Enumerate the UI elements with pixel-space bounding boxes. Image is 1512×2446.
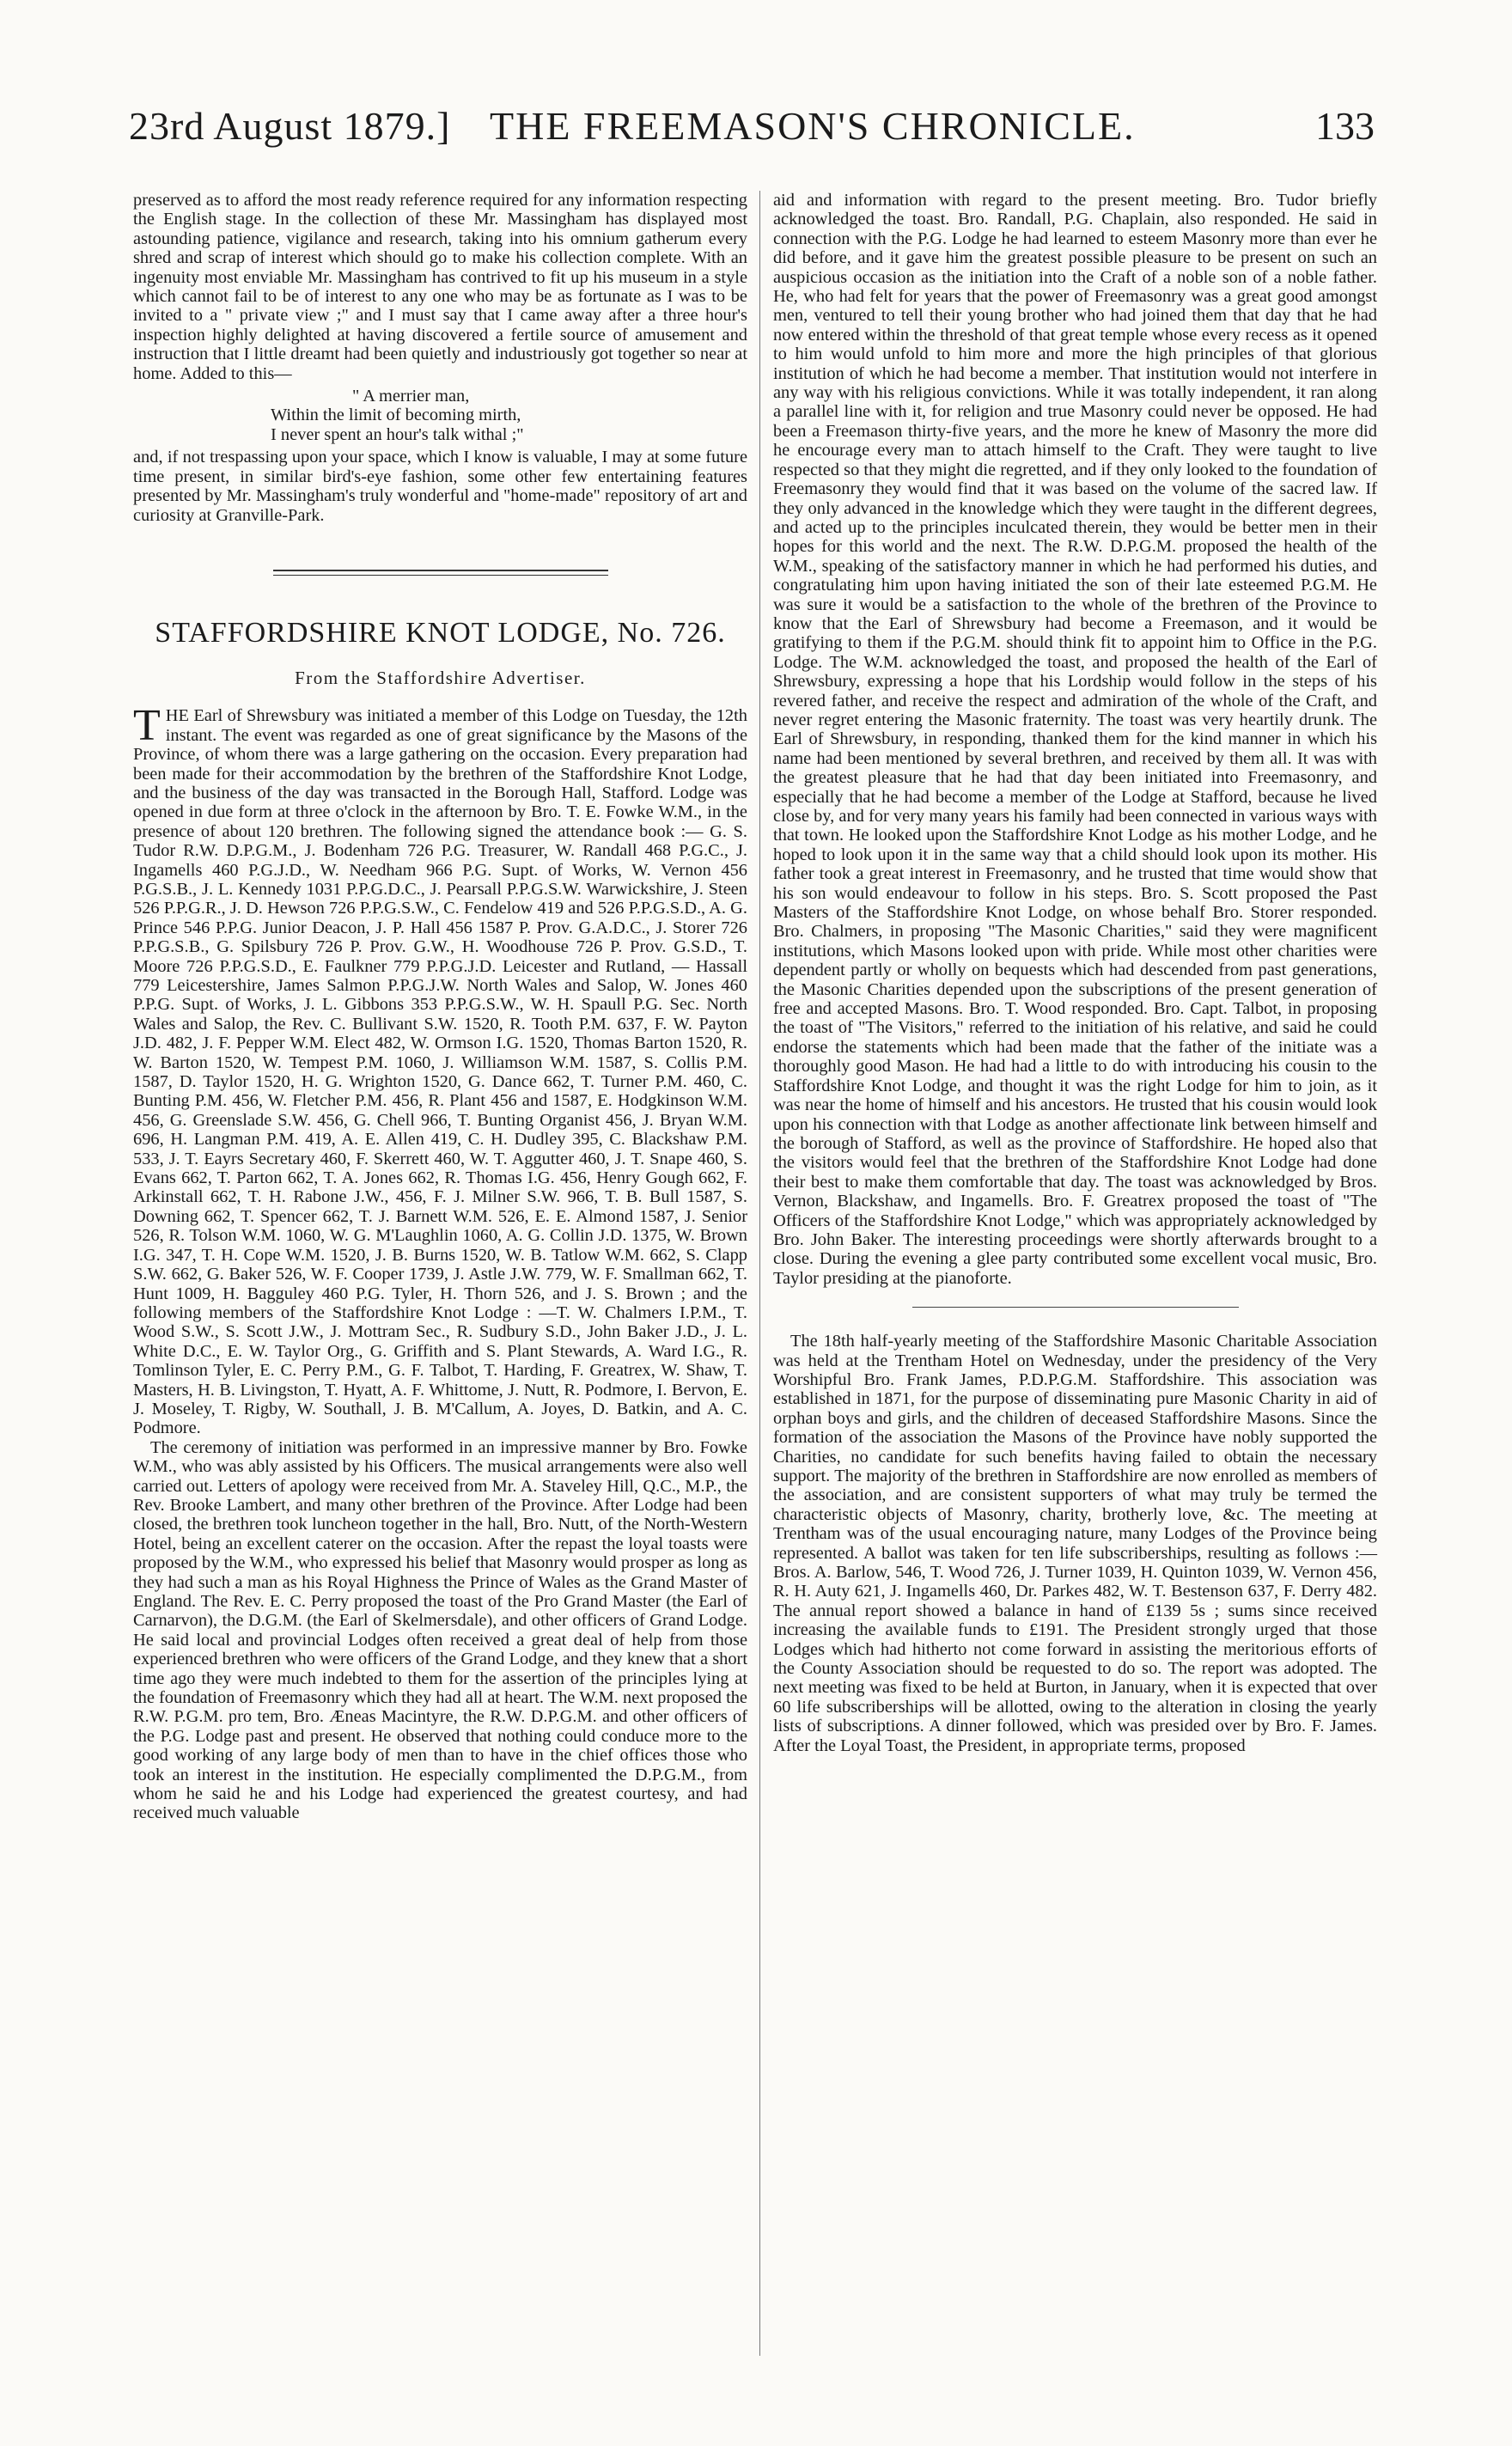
lodge-report-paragraph <box>133 701 747 1438</box>
page-number: 133 <box>1315 104 1375 148</box>
verse-quote <box>133 387 747 444</box>
article-continuation: preserved as to afford the most ready reference required for any information respecting the English stage. In the collection of these Mr. Massingham has displayed most astounding patience, vigilance and research, taking into his omnium gatherum every shred and scrap of interest which should go to make his collection complete. With an ingenuity most enviable Mr. Massingham has contrived to fit up his museum in a style which cannot fail to be of interest to any one who may be as fortunate as I was to be invited to a " private view ;" and I must say that I came away after a three hour's inspection highly delighted at having discovered a fertile source of amusement and instruction that I little dreamt had been quietly and industriously got together so near at home. Added to this— <box>133 191 747 383</box>
article-source: From the Staffordshire Advertiser. <box>295 667 586 688</box>
verse-line: I never spent an hour's talk withal ;" <box>271 424 524 444</box>
article-headline: STAFFORDSHIRE KNOT LODGE, No. 726. <box>155 616 726 649</box>
newspaper-title: THE FREEMASON'S CHRONICLE. <box>490 104 1136 148</box>
right-column <box>773 191 1377 1755</box>
verse-line: " A merrier man, <box>352 387 470 406</box>
article-closing-paragraph: and, if not trespassing upon your space, which I know is valuable, I may at some future time present, in similar bird's-eye fashion, some other few entertaining features presented by Mr. Massingham's truly wonderful and "home-made" repository of art and curiosity at Granville-Park. <box>133 448 747 525</box>
issue-date: 23rd August 1879.] <box>129 104 451 148</box>
charitable-association-paragraph: The 18th half-yearly meeting of the Staffordshire Masonic Charitable Association was held at the Trentham Hotel on Wednesday, under the presidency of the Very Worshipful Bro. Frank James, P.D.P.G.M. Staffordshire. This association was established in 1871, for the purpose of disseminating pure Masonic Charity in aid of orphan boys and girls, and the children of deceased Staffordshire Masons. Since the formation of the association the Masons of the Province have nobly supported the Charities, no candidate for such benefits having failed to obtain the necessary support. The majority of the brethren in Staffordshire are now enrolled as members of the association, and are consistent supporters of what may truly be termed the characteristic objects of Masonry, charity, brotherly love, &c. The meeting at Trentham was of the usual encouraging nature, many Lodges of the Province being represented. A ballot was taken for ten life subscriberships, resulting as follows :—Bros. A. Barlow, 546, T. Wood 726, J. Turner 1039, H. Quinton 1039, W. Vernon 456, R. H. Auty 621, J. Ingamells 460, Dr. Parkes 482, W. T. Bestenson 637, F. Derry 482. The annual report showed a balance in hand of £139 5s ; sums since received increasing the available funds to £191. The President strongly urged that those Lodges which had hitherto not come forward in assisting the meritorious efforts of the County Association should be requested to do so. The report was adopted. The next meeting was fixed to be held at Burton, in January, when it is expected that over 60 life subscriberships will be allotted, owing to the alteration in closing the yearly lists of subscriptions. A dinner followed, which was presided over by Bro. F. James. After the Loyal Toast, the President, in appropriate terms, proposed <box>773 1332 1377 1755</box>
lodge-report-text: HE Earl of Shrewsbury was initiated a member of this Lodge on Tuesday, the 12th instant. The event was regarded as one of great significance by the Masons of the Province, of whom there was a large gathering on the occasion. Every preparation had been made for their accommodation by the brethren of the Staffordshire Knot Lodge, and the business of the day was transacted in the Borough Hall, Stafford. Lodge was opened in due form at three o'clock in the afternoon by Bro. T. E. Fowke W.M., in the presence of about 120 brethren. The following signed the attendance book :— G. S. Tudor R.W. D.P.G.M., J. Bodenham 726 P.G. Treasurer, W. Randall 468 P.G.C., J. Ingamells 460 P.G.J.D., W. Needham 966 P.G. Supt. of Works, W. Vernon 456 P.G.S.B., J. L. Kennedy 1031 P.P.G.D.C., J. Pearsall P.P.G.S.W. Warwickshire, J. Steen 526 P.P.G.R., J. D. Hewson 726 P.P.G.S.W., C. Fendelow 419 and 526 P.P.G.S.D., A. G. Prince 546 P.P.G. Junior Deacon, J. P. Hall 456 1587 P. Prov. G.A.D.C., J. Storer 726 P.P.G.S.B., G. Spilsbury 726 P. Prov. G.W., H. Woodhouse 726 P. Prov. G.S.D., T. Moore 726 P.P.G.S.D., E. Faulkner 779 P.P.G.J.D. Leicester and Rutland, — Hassall 779 Leicestershire, James Salmon P.P.G.J.W. North Wales and Salop, W. Jones 460 P.P.G. Supt. of Works, J. L. Gibbons 353 P.P.G.S.W., W. H. Spaull P.G. Sec. North Wales and Salop, the Rev. C. Bullivant S.W. 1520, R. Tooth P.M. 637, F. W. Payton J.D. 482, J. F. Pepper W.M. Elect 482, W. Ormson I.G. 1520, Thomas Barton 1520, R. W. Barton 1520, W. Tempest P.M. 1060, J. Williamson W.M. 1587, S. Collis P.M. 1587, D. Taylor 1520, H. G. Wrighton 1520, G. Dance 662, T. Turner P.M. 460, C. Bunting P.M. 456, W. Fletcher P.M. 456, R. Plant 456 and 1587, E. Hodgkinson W.M. 456, G. Greenslade S.W. 456, G. Chell 966, T. Bunting Organist 456, J. Bryan W.M. 696, H. Langman P.M. 419, A. E. Allen 419, C. H. Dudley 395, C. Blackshaw P.M. 533, J. T. Eayrs Secretary 460, F. Skerrett 460, W. T. Aggutter 460, J. T. Snape 460, S. Evans 662, T. Parton 662, T. A. Jones 662, R. Thomas I.G. 456, Henry Gough 662, F. Arkinstall 662, T. H. Rabone J.W., 456, F. J. Milner S.W. 966, T. B. Bull 1587, S. Downing 662, T. Spencer 662, T. J. Barnett W.M. 526, E. E. Almond 1587, J. Senior 526, R. Tolson W.M. 1060, W. G. M'Laughlin 1060, A. G. Collin J.D. 1375, W. Brown I.G. 347, T. H. Cope W.M. 1520, J. B. Burns 1520, W. B. Tatlow W.M. 662, S. Clapp S.W. 662, G. Baker 526, W. F. Cooper 1739, J. Astle J.W. 779, W. F. Smallman 662, T. Hunt 1009, H. Bagguley 460 P.G. Tyler, H. Thorn 526, and J. S. Brown ; and the following members of the Staffordshire Knot Lodge : —T. W. Chalmers I.P.M., T. Wood S.W., S. Scott J.W., J. Mottram Sec., R. Sudbury S.D., John Baker J.D., J. L. White D.C., E. W. Taylor Org., G. Griffith and S. Plant Stewards, A. Ward I.G., R. Tomlinson Tyler, E. C. Perry P.M., G. F. Talbot, T. Harding, F. Greatrex, W. Shaw, T. Masters, H. B. Livingston, T. Hyatt, A. F. Whittome, J. Nutt, R. Podmore, I. Bervon, E. J. Moseley, T. Rigby, W. Southall, J. B. M'Callum, A. Joyes, D. Batkin, and A. C. Podmore. <box>133 706 747 1438</box>
column-divider <box>759 191 760 2356</box>
drop-cap: T <box>133 701 161 751</box>
masthead <box>129 103 1375 163</box>
verse-line: Within the limit of becoming mirth, <box>271 406 521 425</box>
left-column <box>133 191 747 1823</box>
article-separator <box>912 1307 1239 1308</box>
ceremony-paragraph: The ceremony of initiation was performed in an impressive manner by Bro. Fowke W.M., who was ably assisted by his Officers. The musical arrangements were also well carried out. Letters of apology were received from Mr. A. Staveley Hill, Q.C., M.P., the Rev. Brooke Lambert, and many other brethren of the Province. After Lodge had been closed, the brethren took luncheon together in the hall, Bro. Nutt, of the North-Western Hotel, being an excellent caterer on the occasion. After the repast the loyal toasts were proposed by the W.M., who expressed his belief that Masonry would prosper as long as they had such a man as his Royal Highness the Prince of Wales as the Grand Master of England. The Rev. E. C. Perry proposed the toast of the Pro Grand Master (the Earl of Carnarvon), the D.G.M. (the Earl of Skelmersdale), and other officers of Grand Lodge. He said local and provincial Lodges often received a great deal of help from those experienced brethren who were officers of the Grand Lodge, and they knew that a short time ago they were much indebted to them for the assertion of the principles lying at the foundation of Freemasonry which they had all at heart. The W.M. next proposed the R.W. P.G.M. pro tem, Bro. Æneas Macintyre, the R.W. D.P.G.M. and other officers of the P.G. Lodge past and present. He observed that nothing could conduce more to the good working of any large body of men than to have in the chief offices those who took an interest in the institution. He especially complimented the D.P.G.M., from whom he said he and his Lodge had experienced the greatest courtesy, and had received much valuable <box>133 1437 747 1823</box>
section-rule <box>273 570 608 576</box>
toasts-paragraph: aid and information with regard to the present meeting. Bro. Tudor briefly acknowledged the toast. Bro. Randall, P.G. Chaplain, also responded. He said in connection with the P.G. Lodge he had learned to esteem Masonry more than ever he did before, and it gave him the greatest possible pleasure to be present on such an auspicious occasion as the initiation into the Craft of a noble son of a noble father. He, who had felt for years that the power of Freemasonry was a great good amongst men, ventured to tell their young brother who had joined them that day that he had now entered within the threshold of that great temple whose every recess as it opened to him would unfold to him more and more the high principles of that glorious institution of which he had become a member. That institution would not interfere in any way with his religious convictions. While it was totally independent, it ran along a parallel line with it, for religion and true Masonry could never be opposed. He had been a Freemason thirty-five years, and the more he knew of Masonry the more did he encourage every man to attach himself to the Craft. They were taught to live respected so that they might die regretted, and if they only looked to the foundation of Freemasonry they would find that it was based on the volume of the sacred law. If they only advanced in the knowledge which they were taught in the different degrees, and acted up to the principles inculcated therein, they would be better men in their hopes for this world and the next. The R.W. D.P.G.M. proposed the health of the W.M., speaking of the satisfactory manner in which he had performed his duties, and congratulating him upon having initiated the son of their late esteemed P.G.M. He was sure it would be a satisfaction to the whole of the brethren of the Province to know that the Earl of Shrewsbury had become a Freemason, and it would be gratifying to them if the P.G.M. should think fit to appoint him to Office in the P.G. Lodge. The W.M. acknowledged the toast, and proposed the health of the Earl of Shrewsbury, expressing a hope that his Lordship would follow in the steps of his revered father, and receive the respect and admiration of the whole of the Craft, and never regret entering the Masonic fraternity. The toast was very heartily drunk. The Earl of Shrewsbury, in responding, thanked them for the kind manner in which his name had been mentioned by several brethren, and received by them all. It was with the greatest pleasure that he had that day been initiated into Freemasonry, and especially that he had become a member of the Lodge at Stafford, because he lived close by, and for very many years his family had been connected in various ways with that town. He looked upon the Staffordshire Knot Lodge as his mother Lodge, and he hoped to look upon it in the same way that a child should look upon its mother. His father took a great interest in Freemasonry, and he trusted that time would show that his son would endeavour to follow in his steps. Bro. S. Scott proposed the Past Masters of the Staffordshire Knot Lodge, on whose behalf Bro. Storer responded. Bro. Chalmers, in proposing "The Masonic Charities," said they were magnificent institutions, which Masons looked upon with pride. While most other charities were dependent partly or wholly on bequests which had descended from past generations, the Masonic Charities depended upon the subscriptions of the present generation of free and accepted Masons. Bro. T. Wood responded. Bro. Capt. Talbot, in proposing the toast of "The Visitors," referred to the initiation of his relative, and said he could endorse the statements which had been made that the father of the initiate was a thoroughly good Mason. He had had a little to do with introducing his cousin to the Staffordshire Knot Lodge, and thought it was the right Lodge for him to join, as it was near the home of himself and his ancestors. He trusted that his cousin would look upon his connection with that Lodge as another affectionate link between himself and the borough of Stafford, as well as the province of Staffordshire. He hoped also that the visitors would feel that the brethren of the Staffordshire Knot Lodge had done their best to make them comfortable that day. The toast was acknowledged by Bros. Vernon, Blackshaw, and Ingamells. Bro. F. Greatrex proposed the toast of "The Officers of the Staffordshire Knot Lodge," which was appropriately acknowledged by Bro. John Baker. The interesting proceedings were shortly afterwards brought to a close. During the evening a glee party contributed some excellent vocal music, Bro. Taylor presiding at the pianoforte. <box>773 191 1377 1288</box>
